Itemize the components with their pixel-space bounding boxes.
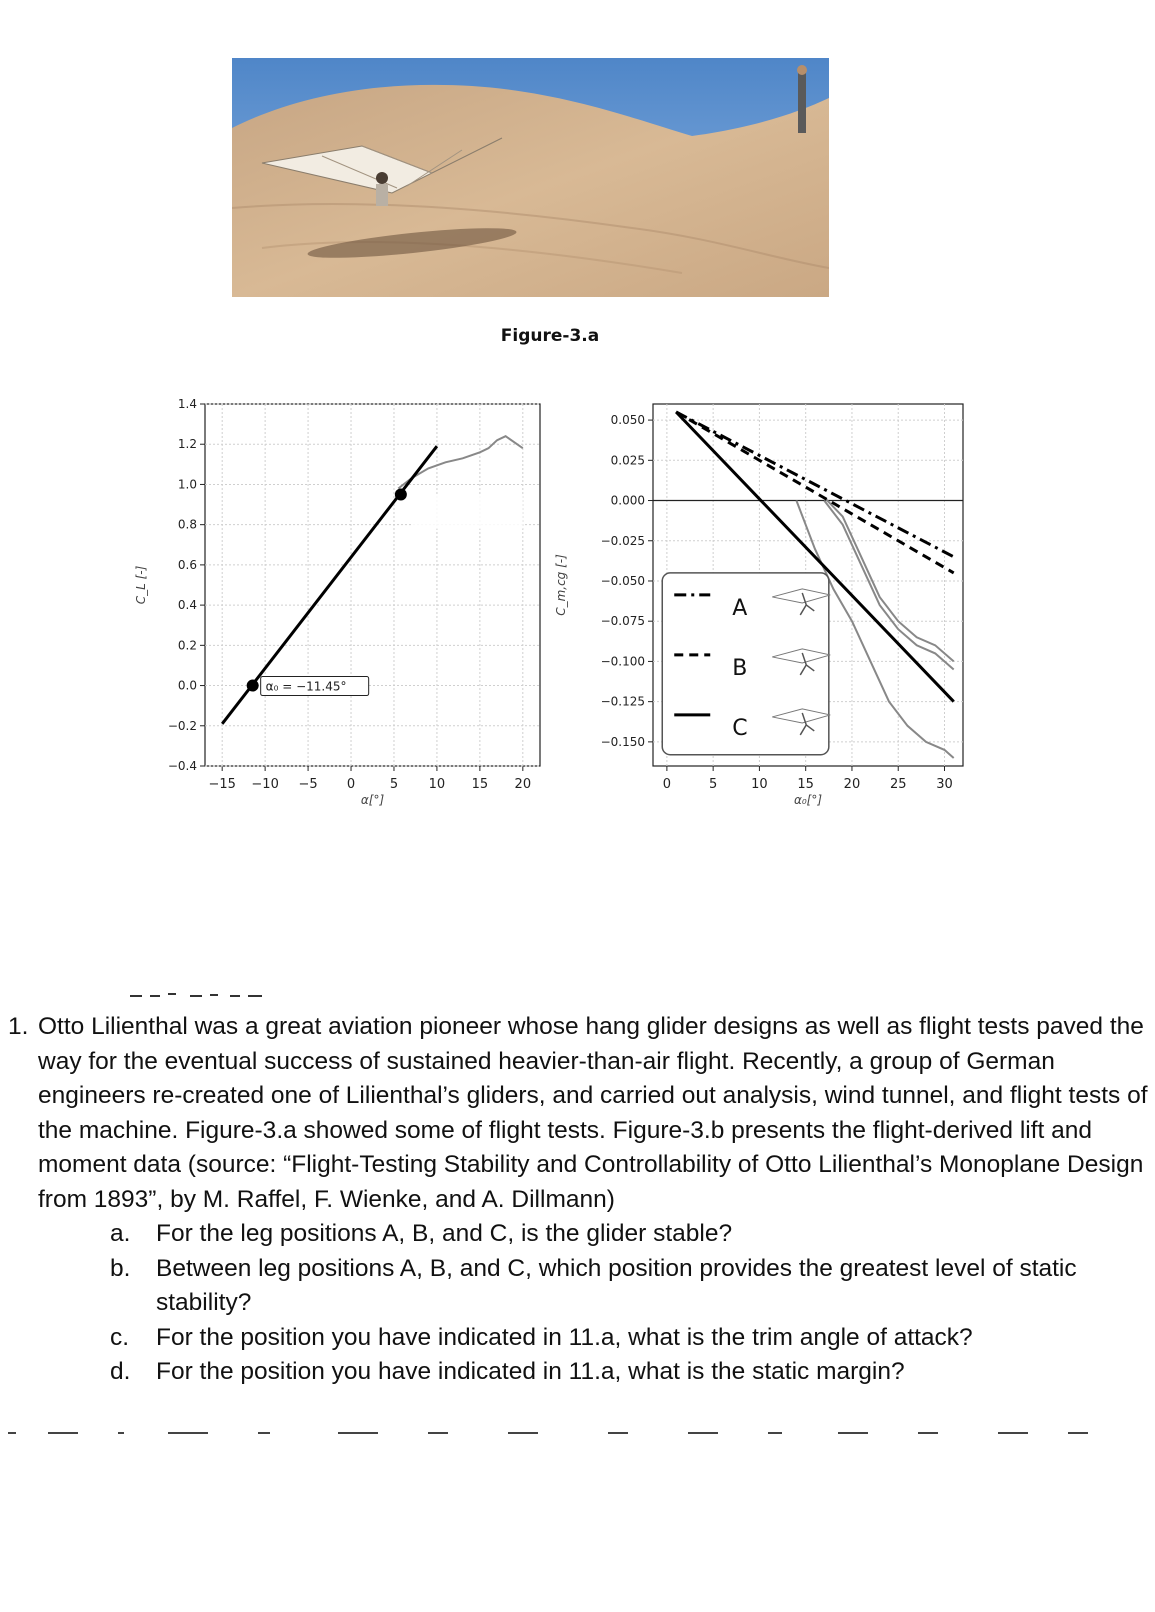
x-tick-label: 0 [662,777,672,792]
x-tick-label: 15 [797,777,814,792]
legend-label: A [732,595,748,621]
item-letter: b. [110,1254,131,1282]
x-tick-label: −10 [251,777,279,792]
x-tick-label: 0 [346,777,356,792]
item-letter: a. [110,1220,131,1247]
list-item [38,1355,1148,1390]
data-marker [395,489,407,501]
x-tick-label: −5 [298,777,318,792]
x-tick-label: 25 [889,777,907,792]
item-text: Between leg positions A, B, and C, which position provides the greatest level of static stability? [156,1254,1077,1316]
x-tick-label: 10 [428,777,446,792]
y-tick-label: −0.050 [600,573,645,588]
y-axis-label: C_m,cg [-] [554,554,568,616]
y-tick-label: −0.025 [600,533,645,548]
x-tick-label: 10 [751,777,768,792]
y-tick-label: −0.125 [600,694,645,709]
y-tick-label: 1.2 [177,437,197,452]
y-tick-label: 0.000 [610,493,645,508]
item-letter: c. [110,1323,130,1351]
x-tick-label: 30 [936,777,953,792]
problem-text: Otto Lilienthal was a great aviation pioneer whose hang glider designs as well as flight tests paved the way for the eventual success of sustained heavier-than-air flight. Recently, a group of German engineers re-created one of Lilienthal’s gliders, and carried out analysis, wind tunnel, and flight tests of the machine. Figure-3.a showed some of flight tests. Figure-3.b presents the flight-derived lift and moment data (source: “Flight-Testing Stability and Controllability of Otto Lilienthal’s Monoplane Design from 1893”, by M. Raffel, F. Wienke, and A. Dillmann) [38,1013,1148,1213]
list-item [38,1252,1148,1321]
lift-coefficient-chart [120,380,560,840]
item-text: For the position you have indicated in 11.a, what is the trim angle of attack? [156,1323,973,1351]
x-axis-label: α₀[°] [793,793,823,807]
redaction-box [411,495,523,529]
y-tick-label: −0.150 [600,734,645,749]
y-tick-label: −0.100 [600,654,645,669]
data-marker [247,680,259,692]
x-axis-label: α[°] [360,793,385,807]
sub-questions [38,1217,1148,1390]
y-tick-label: 0.6 [177,557,197,572]
y-axis-label: C_L [-] [134,565,148,605]
x-tick-label: 15 [471,777,489,792]
annotation-label: α₀ = −11.45° [265,679,347,694]
cropped-next-line [8,1428,1108,1438]
y-tick-label: 0.0 [177,678,197,693]
y-tick-label: 1.4 [177,397,197,411]
plot-frame [205,404,540,766]
x-tick-label: 20 [514,777,532,792]
legend-label: B [732,655,748,681]
legend-label: C [732,715,748,741]
list-item [38,1217,1148,1252]
problem-number: 1. [8,1013,29,1040]
y-tick-label: 0.050 [610,413,645,428]
item-letter: d. [110,1358,131,1385]
x-tick-label: 5 [709,777,718,792]
item-text: For the leg positions A, B, and C, is the glider stable? [156,1220,733,1247]
problem-statement [8,1010,1148,1390]
item-text: For the position you have indicated in 11.a, what is the static margin? [156,1358,905,1385]
moment-coefficient-chart [545,380,975,840]
y-tick-label: −0.2 [167,718,197,733]
y-tick-label: 0.025 [610,453,645,468]
x-tick-label: −15 [208,777,236,792]
figure-caption: Figure-3.a [500,326,600,346]
list-item [38,1321,1148,1356]
y-tick-label: 0.4 [177,598,197,613]
y-tick-label: 1.0 [177,477,197,492]
x-tick-label: 20 [843,777,861,792]
y-tick-label: 0.8 [177,517,197,532]
y-tick-label: −0.4 [167,759,197,773]
cropped-text-fragment [120,990,320,1000]
y-tick-label: 0.2 [177,638,197,653]
x-tick-label: 5 [389,777,399,792]
y-tick-label: −0.075 [600,614,645,629]
glider-photo [232,58,829,297]
